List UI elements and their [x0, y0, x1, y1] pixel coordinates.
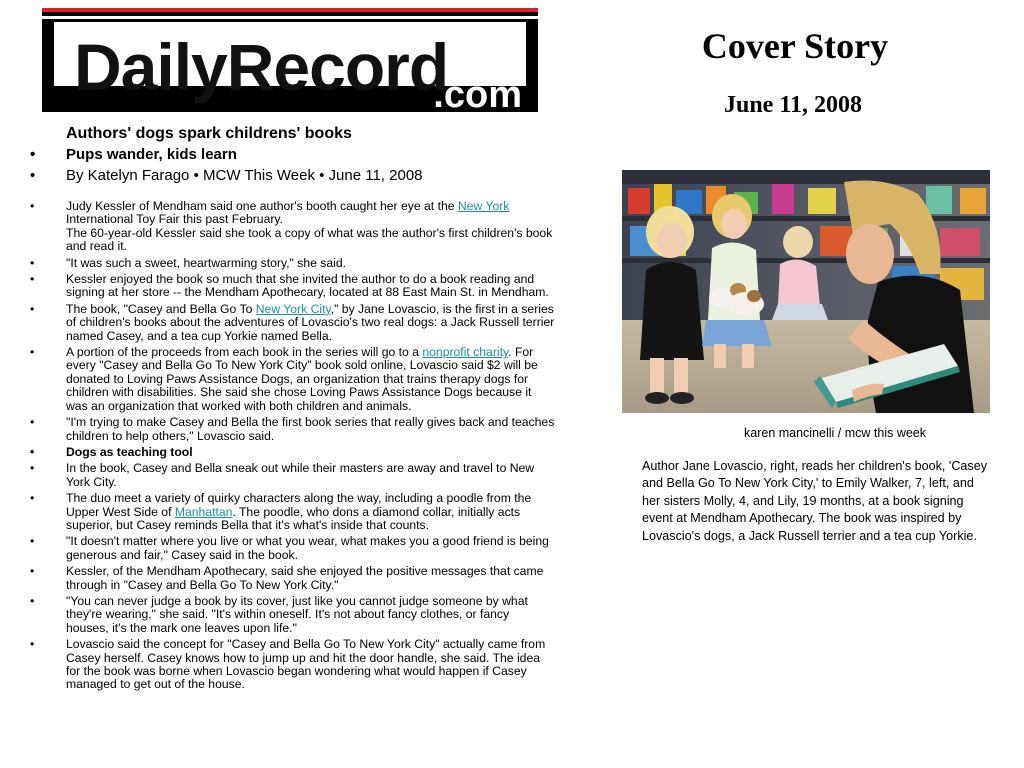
section-heading: • Dogs as teaching tool	[30, 446, 555, 459]
link-new-york-city[interactable]: New York City	[255, 301, 331, 316]
article-body	[30, 200, 555, 695]
logo-main-text: DailyRecord	[74, 30, 449, 104]
paragraph: • Lovascio said the concept for "Casey and Bella Go To New York City" actually came from Casey herself. Casey knows how to jump up and hit the door handle, she said. The idea for the book was borne when Lovascio began wondering what would happen if Casey managed to get out of the house.	[30, 638, 555, 692]
paragraph: • The duo meet a variety of quirky characters along the way, including a poodle from the Upper West Side of Manhattan. The poodle, who dons a diamond collar, initially acts superior, but Casey reminds Bella that it's what's inside that counts.	[30, 492, 555, 532]
bullet-icon: •	[30, 167, 36, 184]
bullet-icon: •	[30, 146, 36, 163]
paragraph: • Judy Kessler of Mendham said one author's booth caught her eye at the New York International Toy Fair this past February. The 60-year-old Kessler said she took a copy of what was the author's first children's book and read it.	[30, 200, 555, 254]
photo-caption: Author Jane Lovascio, right, reads her children's book, 'Casey and Bella Go To New York City,' to Emily Walker, 7, left, and her sisters Molly, 4, and Lily, 19 months, at a book signing event at Mendham Apothecary. The book was inspired by Lovascio's dogs, a Jack Russell terrier and a tea cup Yorkie.	[642, 459, 988, 543]
paragraph: • Kessler enjoyed the book so much that she invited the author to do a book reading and signing at her store -- the Mendham Apothecary, located at 88 East Main St. in Mendham.	[30, 273, 555, 300]
logo-white-stripe	[42, 16, 538, 19]
subheadline-text: Pups wander, kids learn	[66, 146, 237, 163]
photo-credit: karen mancinelli / mcw this week	[744, 426, 927, 440]
dailyrecord-logo[interactable]	[42, 8, 538, 112]
logo-red-stripe	[42, 8, 538, 12]
link-manhattan[interactable]: Manhattan	[174, 504, 233, 519]
logo-dotcom-text: .com	[433, 74, 522, 112]
paragraph: • "It was such a sweet, heartwarming story," she said.	[30, 257, 555, 270]
paragraph: • The book, "Casey and Bella Go To New York City," by Jane Lovascio, is the first in a series of children's books about the adventures of Lovascio's two real dogs: a Jack Russell terrier named Casey, and a tea cup Yorkie named Bella.	[30, 303, 555, 343]
article-headline: Authors' dogs spark childrens' books	[66, 125, 352, 142]
paragraph: • Kessler, of the Mendham Apothecary, said she enjoyed the positive messages that came through in "Casey and Bella Go To New York City."	[30, 565, 555, 592]
paragraph: • "You can never judge a book by its cover, just like you cannot judge someone by what they're wearing," she said. "It's within oneself. It's not about fancy clothes, or fancy houses, it's the mark one leaves upon life."	[30, 595, 555, 635]
article-photo	[622, 170, 990, 413]
page-title: Cover Story	[701, 26, 889, 66]
paragraph: • "It doesn't matter where you live or what you wear, what makes you a good friend is being generous and fair," Casey said in the book.	[30, 535, 555, 562]
link-nonprofit-charity[interactable]: nonprofit charity	[422, 345, 509, 360]
paragraph: • "I'm trying to make Casey and Bella the first book series that really gives back and teaches children to help others," Lovascio said.	[30, 416, 555, 443]
paragraph: • In the book, Casey and Bella sneak out while their masters are away and travel to New York City.	[30, 462, 555, 489]
byline-text: By Katelyn Farago • MCW This Week • June 11, 2008	[66, 167, 423, 184]
paragraph: • A portion of the proceeds from each book in the series will go to a nonprofit charity. For every "Casey and Bella Go To New York City" book sold online, Lovascio said $2 will be donated to Loving Paws Assistance Dogs, an organization that trains therapy dogs for children with disabilities. She said she chose Loving Paws Assistance Dogs because it was an organization that worked with both children and animals.	[30, 346, 555, 413]
page-date: June 11, 2008	[723, 92, 863, 118]
link-new-york[interactable]: New York	[457, 199, 510, 213]
